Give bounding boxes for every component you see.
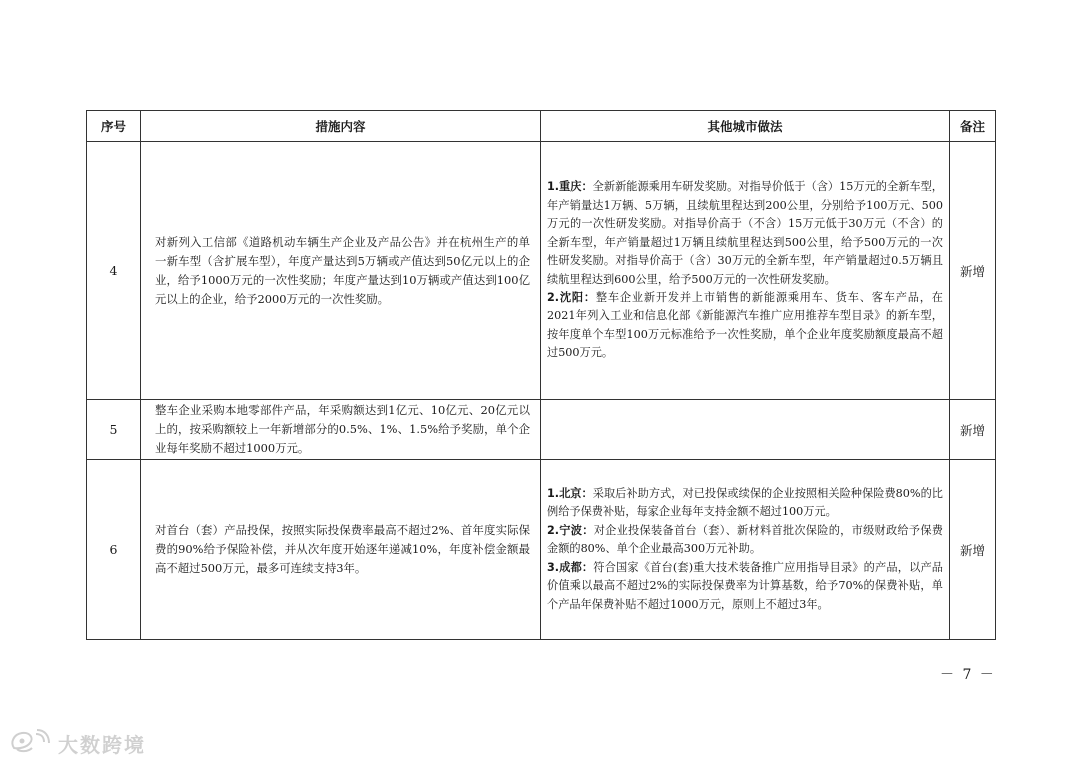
table-row bbox=[87, 142, 996, 400]
row-number: 5 bbox=[87, 400, 141, 460]
header-measure: 措施内容 bbox=[141, 111, 541, 142]
page-number: － 7 － bbox=[940, 667, 996, 683]
city-practice-text: 采取后补助方式，对已投保或续保的企业按照相关险种保险费80%的比例给予保费补贴，每家企业每年支持金额不超过100万元。 bbox=[547, 487, 943, 519]
sina-weibo-logo-icon bbox=[8, 728, 52, 758]
row-number: 4 bbox=[87, 142, 141, 400]
other-cities-cell bbox=[541, 142, 950, 400]
city-name: 1.北京： bbox=[547, 487, 593, 501]
measure-cell: 对首台（套）产品投保，按照实际投保费率最高不超过2%、首年度实际保费的90%给予保险补偿，并从次年度开始逐年递减10%，年度补偿金额最高不超过500万元，最多可连续支持3年。 bbox=[141, 460, 541, 640]
header-note: 备注 bbox=[950, 111, 996, 142]
city-name: 1.重庆： bbox=[547, 180, 593, 194]
table-row bbox=[87, 460, 996, 640]
city-name: 2.沈阳： bbox=[547, 290, 596, 304]
watermark bbox=[8, 728, 146, 758]
city-name: 2.宁波： bbox=[547, 523, 594, 537]
city-practice bbox=[547, 178, 943, 288]
other-cities-cell bbox=[541, 460, 950, 640]
city-practice-text: 整车企业新开发并上市销售的新能源乘用车、货车、客车产品，在2021年列入工业和信息化部《新能源汽车推广应用推荐车型目录》的新车型，按年度单个车型100万元标准给予一次性奖励，单个企业年度奖励额度最高不超过500万元。 bbox=[547, 290, 943, 360]
table-header-row bbox=[87, 111, 996, 142]
row-number: 6 bbox=[87, 460, 141, 640]
city-practice bbox=[547, 289, 943, 363]
city-name: 3.成都： bbox=[547, 560, 594, 574]
measure-cell: 整车企业采购本地零部件产品，年采购额达到1亿元、10亿元、20亿元以上的，按采购额较上一年新增部分的0.5%、1%、1.5%给予奖励，单个企业每年奖励不超过1000万元。 bbox=[141, 400, 541, 460]
note-cell: 新增 bbox=[950, 460, 996, 640]
watermark-text: 大数跨境 bbox=[58, 732, 146, 757]
city-practice-text: 符合国家《首台(套)重大技术装备推广应用指导目录》的产品，以产品价值乘以最高不超过2%的实际投保费率为计算基数，给予70%的保费补贴，单个产品年保费补贴不超过1000万元，原则上不超过3年。 bbox=[547, 560, 943, 611]
city-practice-text: 对企业投保装备首台（套）、新材料首批次保险的，市级财政给予保费金额的80%、单个企业最高300万元补助。 bbox=[547, 523, 943, 556]
note-cell: 新增 bbox=[950, 142, 996, 400]
table-row bbox=[87, 400, 996, 460]
header-number: 序号 bbox=[87, 111, 141, 142]
city-practice bbox=[547, 522, 943, 559]
city-practice-text: 全新新能源乘用车研发奖励。对指导价低于（含）15万元的全新车型，年产销量达1万辆、5万辆，且续航里程达到200公里，分别给予100万元、500万元的一次性研发奖励。对指导价高于（不含）15万元低于30万元（不含）的全新车型，年产销量超过1万辆且续航里程达到500公里，给予500万元的一次性研发奖励。对指导价高于（含）30万元的全新车型，年产销量超过0.5万辆且续航里程达到600公里，给予500万元的一次性研发奖励。 bbox=[547, 180, 943, 286]
header-other-cities: 其他城市做法 bbox=[541, 111, 950, 142]
measure-cell: 对新列入工信部《道路机动车辆生产企业及产品公告》并在杭州生产的单一新车型（含扩展车型），年度产量达到5万辆或产值达到50亿元以上的企业，给予1000万元的一次性奖励；年度产量达到10万辆或产值达到100亿元以上的企业，给予2000万元的一次性奖励。 bbox=[141, 142, 541, 400]
note-cell: 新增 bbox=[950, 400, 996, 460]
policy-table bbox=[86, 110, 996, 640]
city-practice bbox=[547, 485, 943, 522]
city-practice bbox=[547, 559, 943, 614]
other-cities-cell bbox=[541, 400, 950, 460]
